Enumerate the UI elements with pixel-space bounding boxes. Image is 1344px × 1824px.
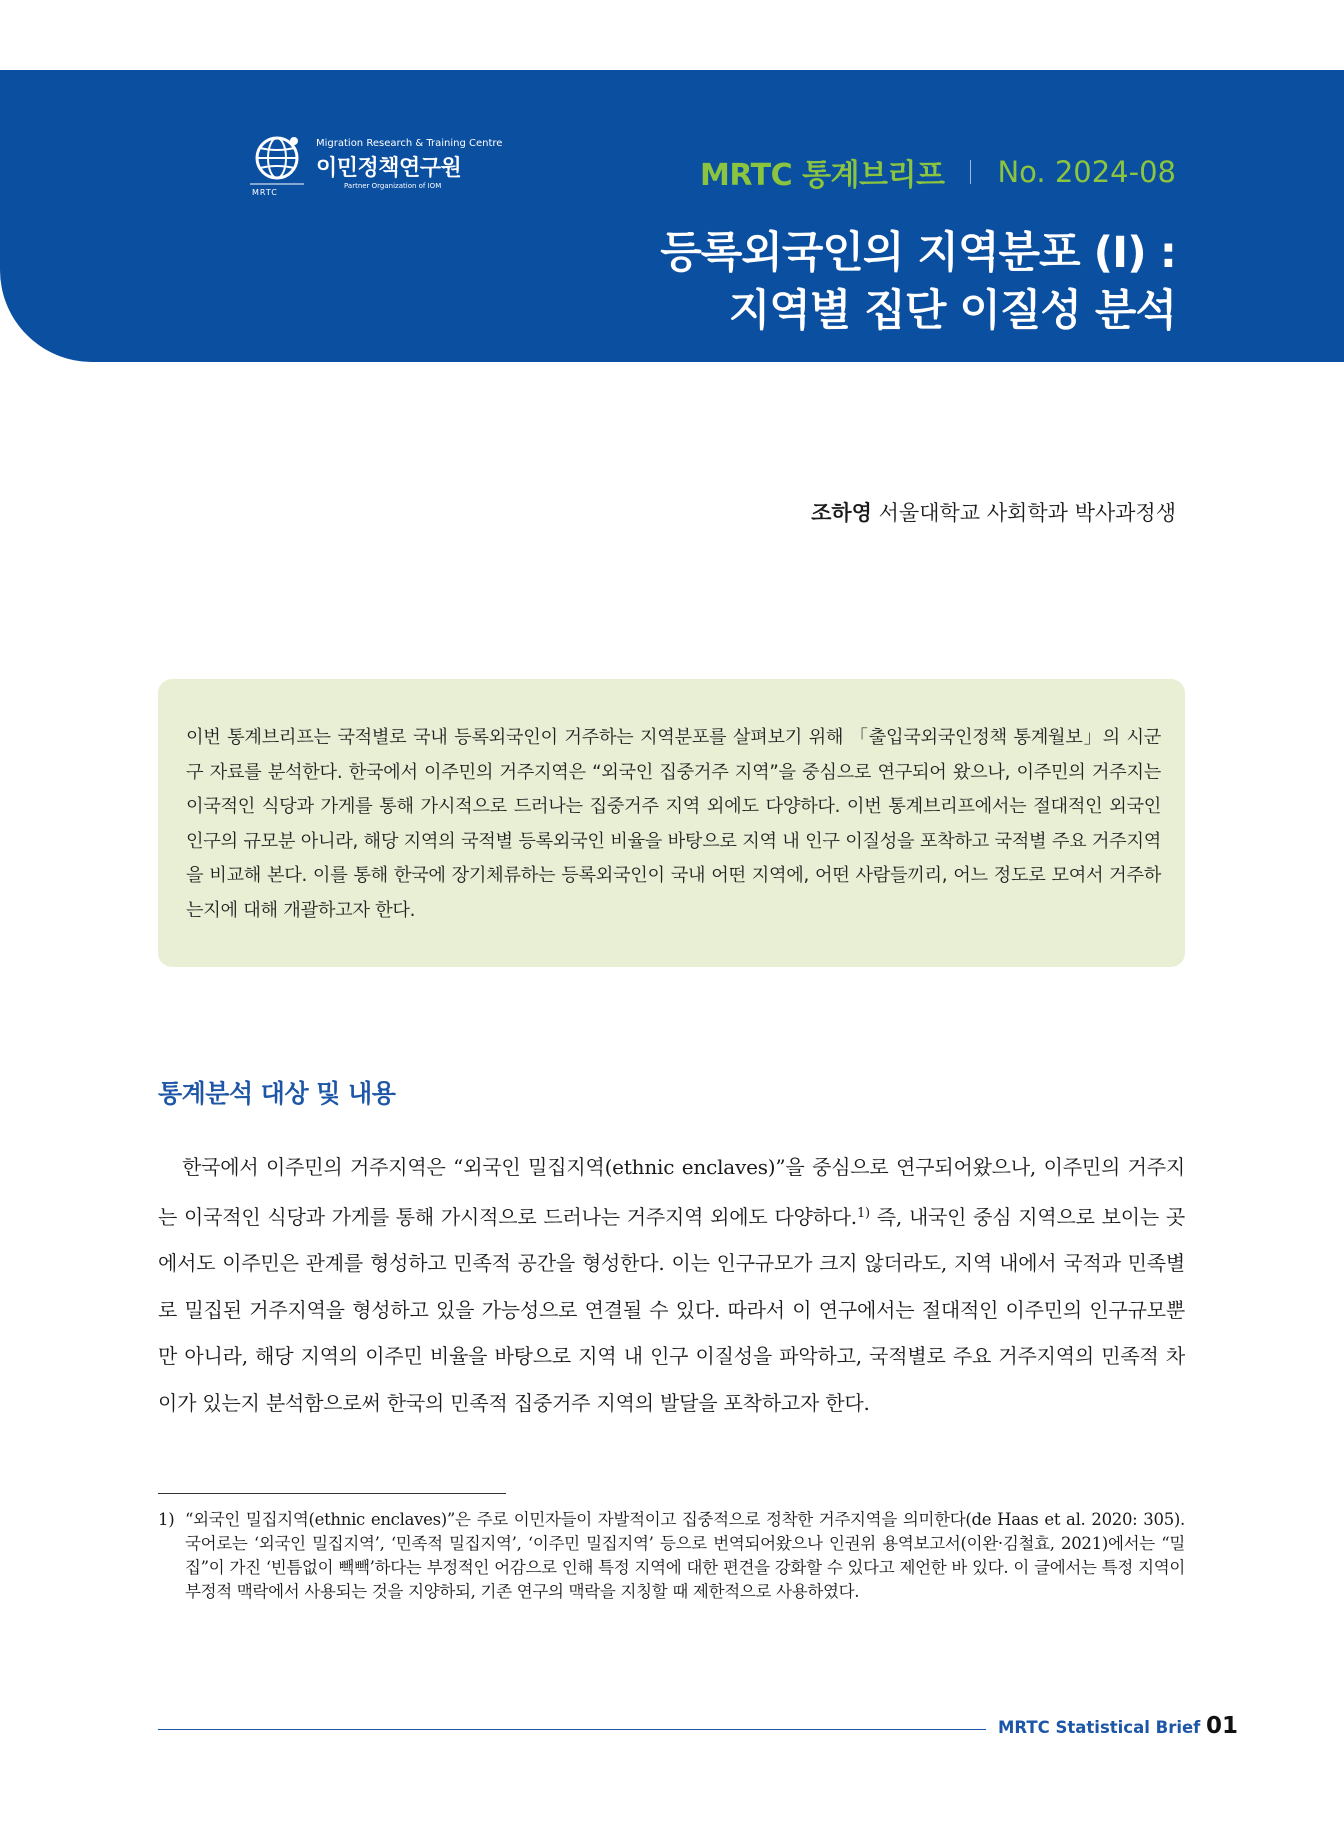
title-line-2: 지역별 집단 이질성 분석 — [728, 286, 1176, 336]
footnote-number: 1) — [158, 1510, 175, 1529]
logo-korean-name: 이민정책연구원 — [316, 156, 462, 181]
logo-english-name: Migration Research & Training Centre — [316, 138, 503, 149]
globe-logo-icon — [248, 132, 306, 192]
logo-abbr: MRTC — [252, 188, 278, 197]
body-paragraph — [158, 1144, 1185, 1426]
footer-rule — [158, 1729, 986, 1730]
footnote-reference[interactable]: 1) — [856, 1205, 870, 1221]
footnote — [158, 1508, 1185, 1604]
author-name: 조하영 — [811, 500, 872, 525]
page-number: 01 — [1206, 1713, 1239, 1739]
series-name: MRTC 통계브리프 — [700, 158, 945, 193]
series-line — [700, 150, 1176, 194]
issue-number: No. 2024-08 — [997, 155, 1176, 189]
footnote-text: “외국인 밀집지역(ethnic enclaves)”은 주로 이민자들이 자발적이고 집중적으로 정착한 거주지역을 의미한다(de Haas et al. 2020: 305). 국어로는 ‘외국인 밀집지역’, ‘민족적 밀집지역’, ‘이주민 밀집지역’ 등으로 번역되어왔으나 인권위 용역보고서(이완·김철효, 2021)에서는 “밀집”이 가진 ‘빈틈없이 빽빽’하다는 부정적인 어감으로 인해 특정 지역에 대한 편견을 강화할 수 있다고 제언한 바 있다. 이 글에서는 특정 지역이 부정적 맥락에서 사용되는 것을 지양하되, 기존 연구의 맥락을 지칭할 때 제한적으로 사용하였다. — [185, 1510, 1185, 1601]
document-title — [660, 224, 1176, 340]
summary-box — [158, 679, 1185, 967]
institute-logo — [248, 132, 508, 202]
logo-partner-text: Partner Organization of IOM — [344, 182, 442, 190]
footnote-divider — [158, 1493, 506, 1494]
body-text-part-1: 한국에서 이주민의 거주지역은 “외국인 밀집지역(ethnic enclaves)”을 중심으로 연구되어왔으나, 이주민의 거주지는 이국적인 식당과 가게를 통해 가시적으로 드러나는 거주지역 외에도 다양하다. — [158, 1155, 1185, 1229]
section-heading: 통계분석 대상 및 내용 — [158, 1079, 396, 1108]
footer-brand: MRTC Statistical Brief — [998, 1718, 1201, 1737]
series-divider — [970, 160, 971, 184]
summary-text: 이번 통계브리프는 국적별로 국내 등록외국인이 거주하는 지역분포를 살펴보기 위해 「출입국외국인정책 통계월보」의 시군구 자료를 분석한다. 한국에서 이주민의 거주지역은 “외국인 집중거주 지역”을 중심으로 연구되어 왔으나, 이주민의 거주지는 이국적인 식당과 가게를 통해 가시적으로 드러나는 집중거주 지역 외에도 다양하다. 이번 통계브리프에서는 절대적인 외국인 인구의 규모분 아니라, 해당 지역의 국적별 등록외국인 비율을 바탕으로 지역 내 인구 이질성을 포착하고 국적별 주요 거주지역을 비교해 본다. 이를 통해 한국에 장기체류하는 등록외국인이 국내 어떤 지역에, 어떤 사람들끼리, 어느 정도로 모여서 거주하는지에 대해 개괄하고자 한다. — [186, 727, 1161, 921]
author-line — [811, 497, 1176, 527]
title-line-1: 등록외국인의 지역분포 (I) : — [660, 228, 1176, 278]
body-text-part-2: 즉, 내국인 중심 지역으로 보이는 곳에서도 이주민은 관계를 형성하고 민족적 공간을 형성한다. 이는 인구규모가 크지 않더라도, 지역 내에서 국적과 민족별로 밀집된 거주지역을 형성하고 있을 가능성으로 연결될 수 있다. 따라서 이 연구에서는 절대적인 이주민의 인구규모뿐만 아니라, 해당 지역의 이주민 비율을 바탕으로 지역 내 인구 이질성을 파악하고, 국적별로 주요 거주지역의 민족적 차이가 있는지 분석함으로써 한국의 민족적 집중거주 지역의 발달을 포착하고자 한다. — [158, 1204, 1185, 1415]
author-affiliation: 서울대학교 사회학과 박사과정생 — [878, 501, 1176, 525]
